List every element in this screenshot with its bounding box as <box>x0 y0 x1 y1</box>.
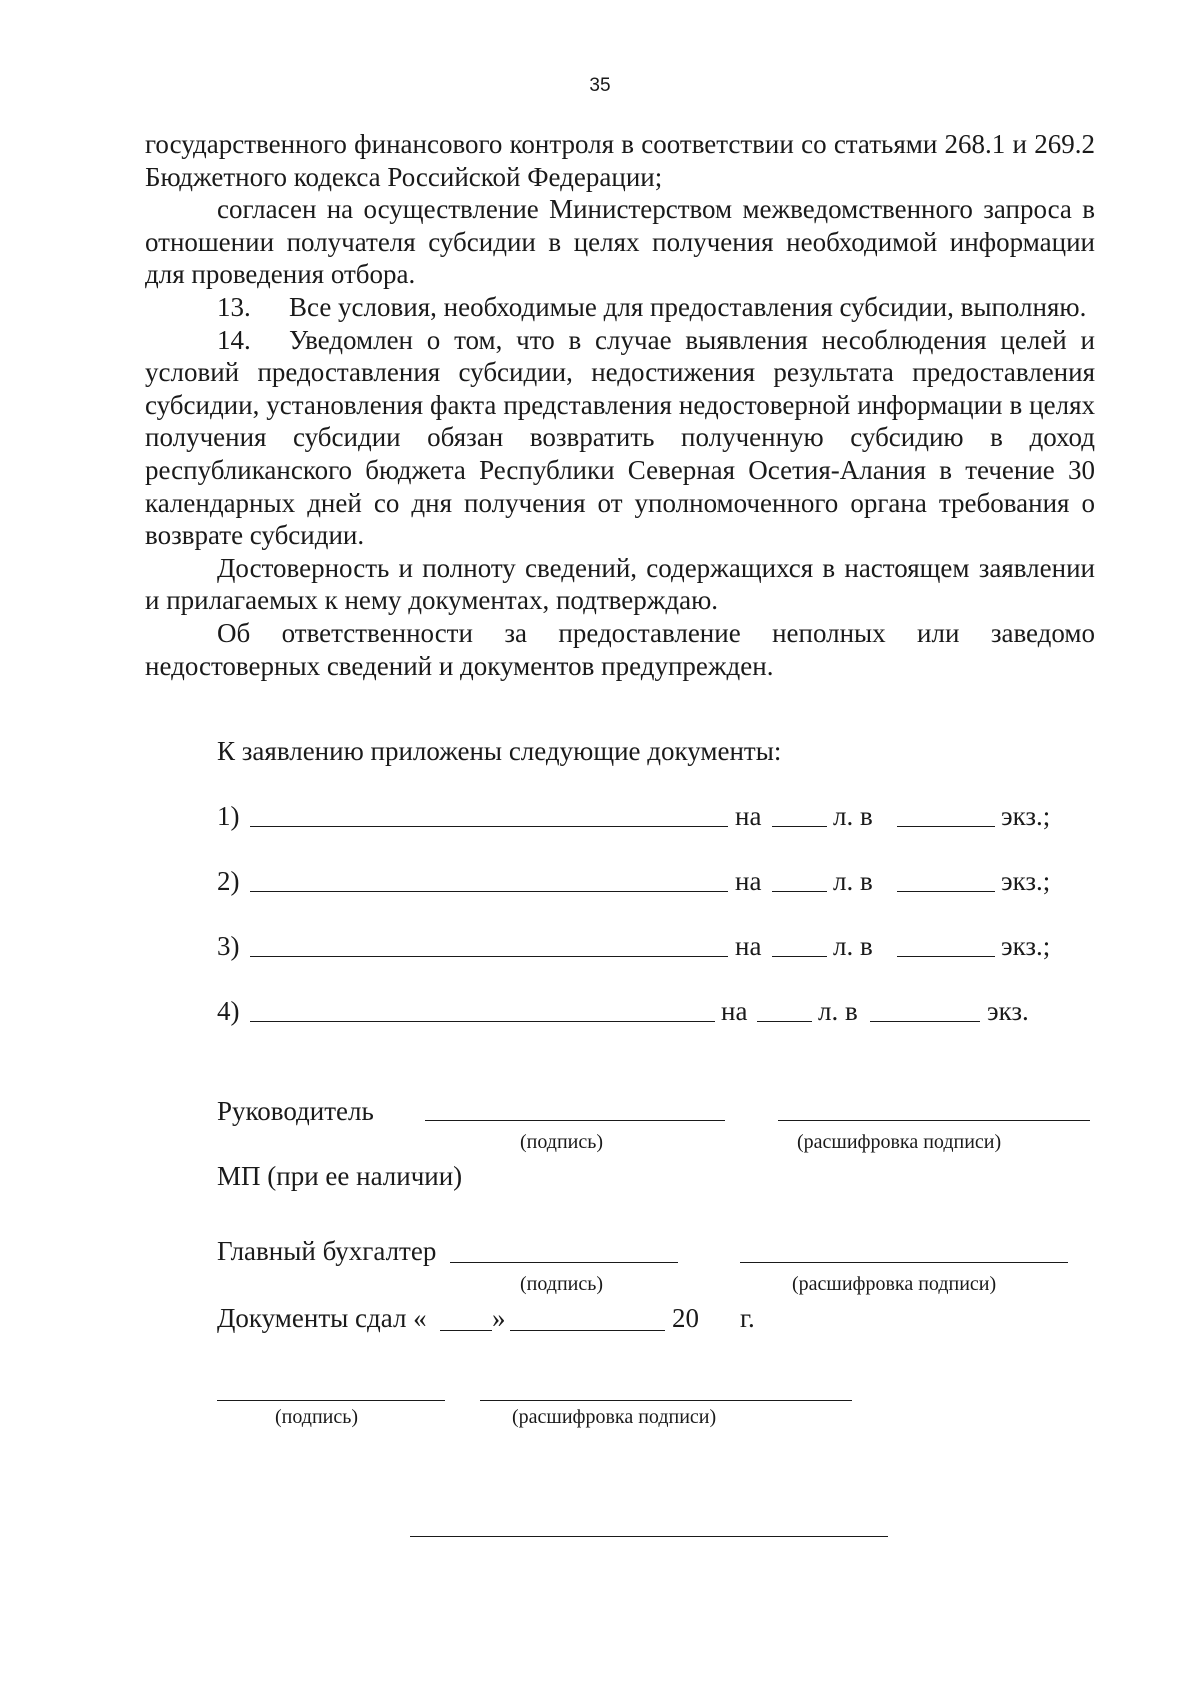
attachments-heading: К заявлению приложены следующие документы: <box>217 736 782 766</box>
attachment-name-field[interactable] <box>250 826 728 827</box>
closing-separator <box>410 1536 888 1537</box>
paragraph-item-14 <box>145 324 1095 552</box>
attachment-sheets-label: л. в <box>833 931 873 961</box>
accountant-decoding-field[interactable] <box>740 1262 1068 1263</box>
submitted-month-field[interactable] <box>510 1330 665 1331</box>
attachment-on-label: на <box>735 801 762 831</box>
receiver-decoding-field[interactable] <box>480 1400 852 1401</box>
attachment-copies-field[interactable] <box>870 1021 980 1022</box>
item-number: 14. <box>217 324 251 355</box>
attachment-number: 1) <box>217 801 240 831</box>
signature-caption: (подпись) <box>520 1131 604 1153</box>
attachment-copies-field[interactable] <box>897 956 995 957</box>
attachment-sheets-field[interactable] <box>772 891 827 892</box>
attachment-on-label: на <box>721 996 748 1026</box>
attachment-sheets-label: л. в <box>833 866 873 896</box>
attachment-number: 2) <box>217 866 240 896</box>
submitted-label: Документы сдал « <box>217 1303 427 1333</box>
body-text <box>145 128 1095 682</box>
paragraph: государственного финансового контроля в соответствии со статьями 268.1 и 269.2 Бюджетного кодекса Российской Федерации; <box>145 129 1095 192</box>
signature-caption: (подпись) <box>520 1273 604 1295</box>
head-signature-field[interactable] <box>425 1120 725 1121</box>
decoding-caption: (расшифровка подписи) <box>792 1273 997 1295</box>
submitted-close-quote: » <box>492 1303 506 1333</box>
head-label: Руководитель <box>217 1096 374 1126</box>
signature-caption: (подпись) <box>275 1406 359 1428</box>
attachment-sheets-field[interactable] <box>772 826 827 827</box>
attachment-number: 3) <box>217 931 240 961</box>
attachment-number: 4) <box>217 996 240 1026</box>
head-decoding-field[interactable] <box>778 1120 1090 1121</box>
attachment-name-field[interactable] <box>250 891 728 892</box>
item-text: Уведомлен о том, что в случае выявления несоблюдения целей и условий предоставления субсидии, недостижения результата предоставления субсидии, установления факта представления недостоверной информации в целях получения субсидии обязан возвратить полученную субсидию в доход республиканского бюджета Республики Северная Осетия-Алания в течение 30 календарных дней со дня получения от уполномоченного органа требования о возврате субсидии. <box>145 324 1095 551</box>
attachment-copies-label: экз. <box>987 996 1029 1026</box>
attachment-name-field[interactable] <box>250 1021 715 1022</box>
item-number: 13. <box>217 291 251 322</box>
year-prefix: 20 <box>672 1303 699 1333</box>
accountant-label: Главный бухгалтер <box>217 1236 437 1266</box>
submitted-day-field[interactable] <box>440 1330 492 1331</box>
accountant-signature-field[interactable] <box>450 1262 678 1263</box>
attachment-copies-label: экз.; <box>1001 931 1051 961</box>
attachment-sheets-field[interactable] <box>757 1021 812 1022</box>
attachment-sheets-label: л. в <box>818 996 858 1026</box>
paragraph: согласен на осуществление Министерством межведомственного запроса в отношении получателя субсидии в целях получения необходимой информации для проведения отбора. <box>145 194 1095 290</box>
attachment-copies-field[interactable] <box>897 891 995 892</box>
receiver-signature-field[interactable] <box>217 1400 445 1401</box>
attachment-copies-label: экз.; <box>1001 866 1051 896</box>
year-suffix: г. <box>740 1303 755 1333</box>
attachment-on-label: на <box>735 866 762 896</box>
attachment-copies-label: экз.; <box>1001 801 1051 831</box>
decoding-caption: (расшифровка подписи) <box>512 1406 717 1428</box>
paragraph: Об ответственности за предоставление неполных или заведомо недостоверных сведений и документов предупрежден. <box>145 617 1095 681</box>
attachment-name-field[interactable] <box>250 956 728 957</box>
page-number: 35 <box>589 75 611 96</box>
attachment-on-label: на <box>735 931 762 961</box>
attachment-copies-field[interactable] <box>897 826 995 827</box>
paragraph-item-13 <box>145 291 1095 324</box>
attachment-sheets-label: л. в <box>833 801 873 831</box>
stamp-label: МП (при ее наличии) <box>217 1161 463 1191</box>
paragraph: Достоверность и полноту сведений, содержащихся в настоящем заявлении и прилагаемых к нему документах, подтверждаю. <box>145 552 1095 616</box>
attachment-sheets-field[interactable] <box>772 956 827 957</box>
decoding-caption: (расшифровка подписи) <box>797 1131 1002 1153</box>
item-text: Все условия, необходимые для предоставления субсидии, выполняю. <box>289 291 1087 322</box>
